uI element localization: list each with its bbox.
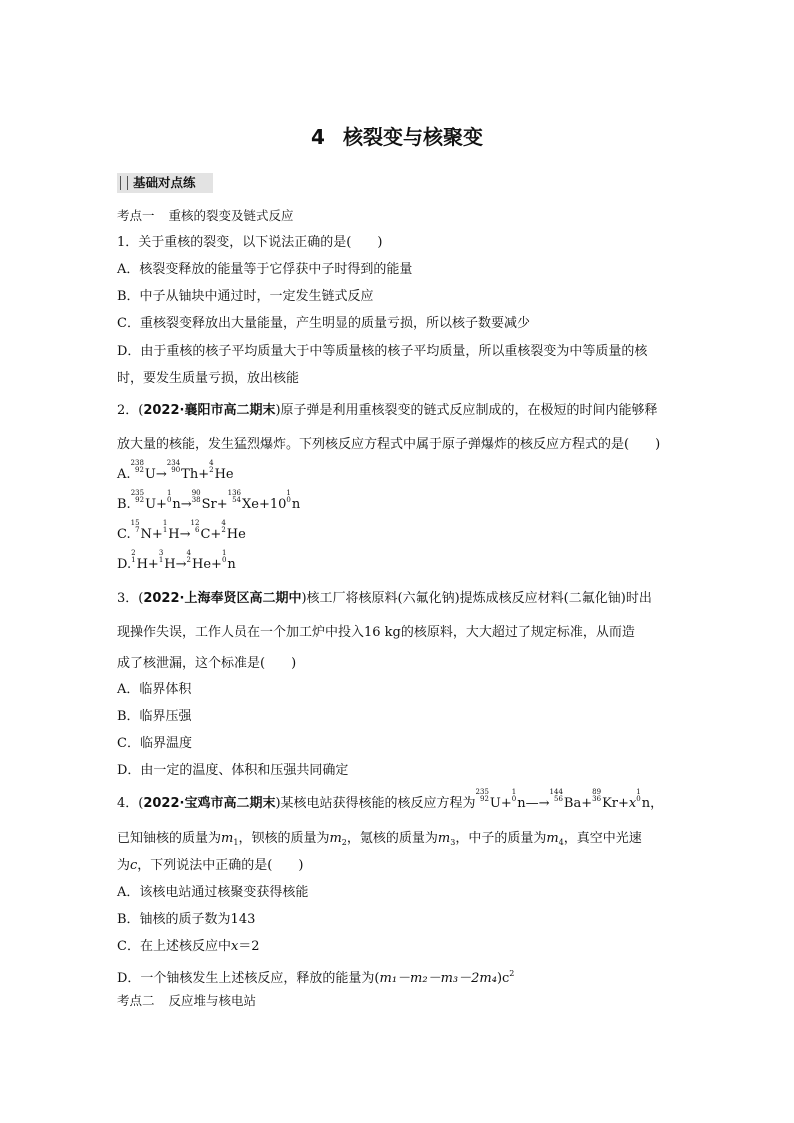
text: ，钡核的质量为	[238, 831, 330, 846]
q1-option-d-cont: 时，要发生质量亏损，放出核能	[117, 371, 300, 386]
symbol: n	[227, 557, 236, 572]
mass-number: 1	[286, 489, 291, 497]
nuclide-n	[166, 489, 181, 514]
variable-x: x	[230, 939, 239, 954]
plus: +	[156, 497, 167, 512]
mass-number: 1	[162, 519, 168, 527]
plus: +	[216, 497, 228, 512]
plus: +	[618, 796, 629, 811]
plus: +	[151, 527, 163, 542]
plus: +	[147, 557, 159, 572]
topic-heading-2	[117, 992, 256, 1010]
text: ，中子的质量为	[455, 831, 547, 846]
q1-option-b: B．中子从铀块中通过时，一定发生链式反应	[117, 289, 374, 304]
symbol: N	[140, 527, 152, 542]
atomic-number: 56	[554, 795, 563, 803]
q2-option-b	[117, 489, 301, 514]
mass-number: 12	[190, 519, 200, 527]
q3-source: 2022·上海奉贤区高二期中	[143, 591, 302, 606]
atomic-number: 36	[592, 795, 602, 803]
nuclide-sr	[191, 489, 217, 514]
var-c: c	[130, 858, 138, 873]
var-m: m	[437, 831, 451, 846]
symbol: n	[517, 796, 526, 811]
mass-number: 1	[511, 788, 517, 796]
q2-option-a	[117, 459, 234, 484]
nuclide-u	[475, 788, 501, 813]
nuclide-u	[130, 459, 156, 484]
topic-label: 考点二	[117, 993, 155, 1008]
nuclide-th	[166, 459, 199, 484]
text: C．在上述核反应中	[117, 939, 231, 954]
q2-prefix: 2．(	[117, 403, 144, 418]
atomic-number: 0	[221, 556, 227, 564]
mass-number: 4	[186, 549, 191, 557]
symbol: n	[641, 796, 651, 811]
q3-option-d: D．由一定的温度、体积和压强共同确定	[117, 763, 349, 778]
mass-number: 4	[209, 459, 214, 467]
symbol: Sr	[201, 497, 217, 512]
plus: +	[211, 557, 222, 572]
atomic-number: 1	[131, 556, 136, 564]
q4-stem1: )某核电站获得核能的核反应方程为	[275, 796, 476, 811]
symbol: H	[164, 557, 176, 572]
atomic-number: 92	[134, 466, 144, 474]
mass-number: 3	[158, 549, 164, 557]
var-m: m	[546, 831, 559, 846]
plus: +	[258, 497, 270, 512]
section-tag	[117, 173, 213, 193]
q1-stem: 1．关于重核的裂变，以下说法正确的是( )	[117, 235, 383, 250]
arrow-icon: —→	[525, 796, 550, 811]
nuclide-h	[158, 549, 176, 574]
mass-number: 89	[592, 788, 602, 796]
subscript: 4	[558, 838, 564, 847]
atomic-number: 38	[191, 496, 201, 504]
mass-number: 235	[475, 788, 489, 796]
nuclide-n	[286, 489, 301, 514]
arrow-icon: →	[179, 527, 191, 542]
subscript: 1	[233, 838, 239, 847]
mass-number: 144	[549, 788, 563, 796]
opt-label: D.	[117, 557, 132, 572]
q1-option-d: D．由于重核的核子平均质量大于中等质量核的核子平均质量，所以重核裂变为中等质量的核	[117, 344, 648, 359]
q4-option-c	[117, 938, 260, 956]
nuclide-he	[221, 519, 246, 544]
atomic-number: 7	[135, 526, 140, 534]
q4-stem-line2	[117, 830, 642, 852]
nuclide-u	[130, 489, 157, 514]
opt-label: C.	[117, 527, 131, 542]
var-m: m	[329, 831, 342, 846]
plus: +	[581, 796, 593, 811]
nuclide-xe	[227, 489, 259, 514]
topic-text: 重核的裂变及链式反应	[168, 208, 294, 223]
q3-stem1: )核工厂将核原料(六氟化钠)提炼成核反应材料(二氟化铀)时出	[301, 591, 652, 606]
title-text: 核裂变与核聚变	[342, 125, 483, 149]
atomic-number: 0	[166, 496, 172, 504]
mass-number: 2	[131, 549, 136, 557]
nuclide-n	[130, 519, 152, 544]
q3-stem-line3: 成了核泄漏，这个标准是( )	[117, 656, 297, 671]
arrow-icon: →	[180, 497, 192, 512]
q3-option-a: A．临界体积	[117, 682, 192, 697]
atomic-number: 1	[158, 556, 164, 564]
symbol: n	[291, 497, 301, 512]
tag-bars-icon	[120, 176, 128, 190]
topic-text: 反应堆与核电站	[168, 993, 257, 1008]
atomic-number: 92	[135, 496, 145, 504]
text: )c	[496, 971, 510, 986]
q2-stem-line1	[117, 402, 658, 420]
opt-label: B.	[117, 497, 131, 512]
q2-source: 2022·襄阳市高二期末	[143, 403, 276, 418]
var-m: m	[221, 831, 234, 846]
atomic-number: 0	[511, 795, 517, 803]
symbol: Th	[181, 467, 199, 482]
q4-prefix: 4．(	[117, 796, 144, 811]
nuclide-n	[636, 788, 651, 813]
plus: +	[198, 467, 210, 482]
symbol: Xe	[242, 497, 259, 512]
nuclide-c	[190, 519, 211, 544]
q2-option-c	[117, 519, 246, 544]
q4-stem-line3	[117, 857, 303, 875]
atomic-number: 0	[286, 496, 291, 504]
q4-option-b: B．铀核的质子数为143	[117, 912, 256, 927]
text: ＝2	[238, 939, 260, 954]
q4-source: 2022·宝鸡市高二期末	[143, 796, 276, 811]
q2-stem-line2: 放大量的核能，发生猛烈爆炸。下列核反应方程式中属于原子弹爆炸的核反应方程式的是( )	[117, 437, 661, 452]
comma: ，	[650, 796, 664, 811]
symbol: He	[192, 557, 212, 572]
text: 为	[117, 858, 131, 873]
mass-number: 136	[227, 489, 242, 497]
nuclide-h	[162, 519, 180, 544]
subscript: 3	[450, 838, 456, 847]
topic-label: 考点一	[117, 208, 155, 223]
text: ，下列说法中正确的是( )	[137, 858, 304, 873]
q1-option-a: A．核裂变释放的能量等于它俘获中子时得到的能量	[117, 262, 413, 277]
mass-number: 1	[221, 549, 227, 557]
q2-option-d	[117, 549, 236, 574]
superscript: 2	[509, 969, 515, 978]
title-number: 4	[311, 125, 325, 149]
q4-stem-line1	[117, 788, 664, 813]
nuclide-n	[221, 549, 236, 574]
q1-option-c: C．重核裂变释放出大量能量，产生明显的质量亏损，所以核子数要减少	[117, 316, 530, 331]
nuclide-h	[131, 549, 148, 574]
nuclide-kr	[592, 788, 618, 813]
text: 已知铀核的质量为	[117, 831, 222, 846]
atomic-number: 92	[480, 795, 489, 803]
atomic-number: 2	[209, 466, 214, 474]
mass-number: 1	[636, 788, 641, 796]
q4-option-a: A．该核电站通过核聚变获得核能	[117, 885, 309, 900]
symbol: C	[200, 527, 211, 542]
nuclide-he	[186, 549, 212, 574]
atomic-number: 1	[162, 526, 168, 534]
opt-label: A.	[117, 467, 131, 482]
nuclide-he	[209, 459, 234, 484]
plus: +	[210, 527, 222, 542]
q4-option-d	[117, 965, 514, 988]
coefficient: 10	[269, 497, 287, 512]
section-tag-label: 基础对点练	[133, 175, 196, 190]
q3-stem-line2: 现操作失误，工作人员在一个加工炉中投入16 kg的核原料，大大超过了规定标准，从而造	[117, 625, 635, 640]
q3-option-c: C．临界温度	[117, 736, 192, 751]
symbol: U	[489, 796, 501, 811]
mass-number: 238	[130, 459, 144, 467]
subscript: 2	[341, 838, 347, 847]
symbol: H	[168, 527, 180, 542]
text: D．一个铀核发生上述核反应，释放的能量为(	[117, 971, 380, 986]
symbol: He	[214, 467, 234, 482]
mass-number: 4	[221, 519, 226, 527]
page-title	[0, 121, 794, 150]
mass-number: 15	[130, 519, 140, 527]
symbol: Ba	[563, 796, 582, 811]
mass-number: 234	[166, 459, 181, 467]
symbol: n	[172, 497, 181, 512]
q2-stem1: )原子弹是利用重核裂变的链式反应制成的，在极短的时间内能够释	[275, 403, 658, 418]
mass-number: 1	[166, 489, 172, 497]
mass-number: 235	[130, 489, 145, 497]
arrow-icon: →	[155, 467, 167, 482]
q3-option-b: B．临界压强	[117, 709, 192, 724]
plus: +	[500, 796, 512, 811]
symbol: H	[136, 557, 148, 572]
atomic-number: 90	[171, 466, 181, 474]
q3-prefix: 3．(	[117, 591, 144, 606]
nuclide-ba	[549, 788, 582, 813]
nuclide-n	[511, 788, 526, 813]
topic-heading-1	[117, 207, 294, 225]
symbol: He	[226, 527, 246, 542]
atomic-number: 2	[186, 556, 191, 564]
symbol: Kr	[602, 796, 618, 811]
atomic-number: 2	[221, 526, 226, 534]
text: ，氪核的质量为	[346, 831, 438, 846]
expression: m₁－m₂－m₃－2m₄	[379, 971, 497, 986]
atomic-number: 6	[195, 526, 200, 534]
symbol: U	[144, 467, 156, 482]
symbol: U	[145, 497, 157, 512]
variable-x: x	[628, 796, 637, 811]
arrow-icon: →	[175, 557, 187, 572]
atomic-number: 0	[636, 795, 641, 803]
atomic-number: 54	[232, 496, 242, 504]
text: ，真空中光速	[563, 831, 642, 846]
mass-number: 90	[191, 489, 201, 497]
q3-stem-line1	[117, 590, 652, 608]
